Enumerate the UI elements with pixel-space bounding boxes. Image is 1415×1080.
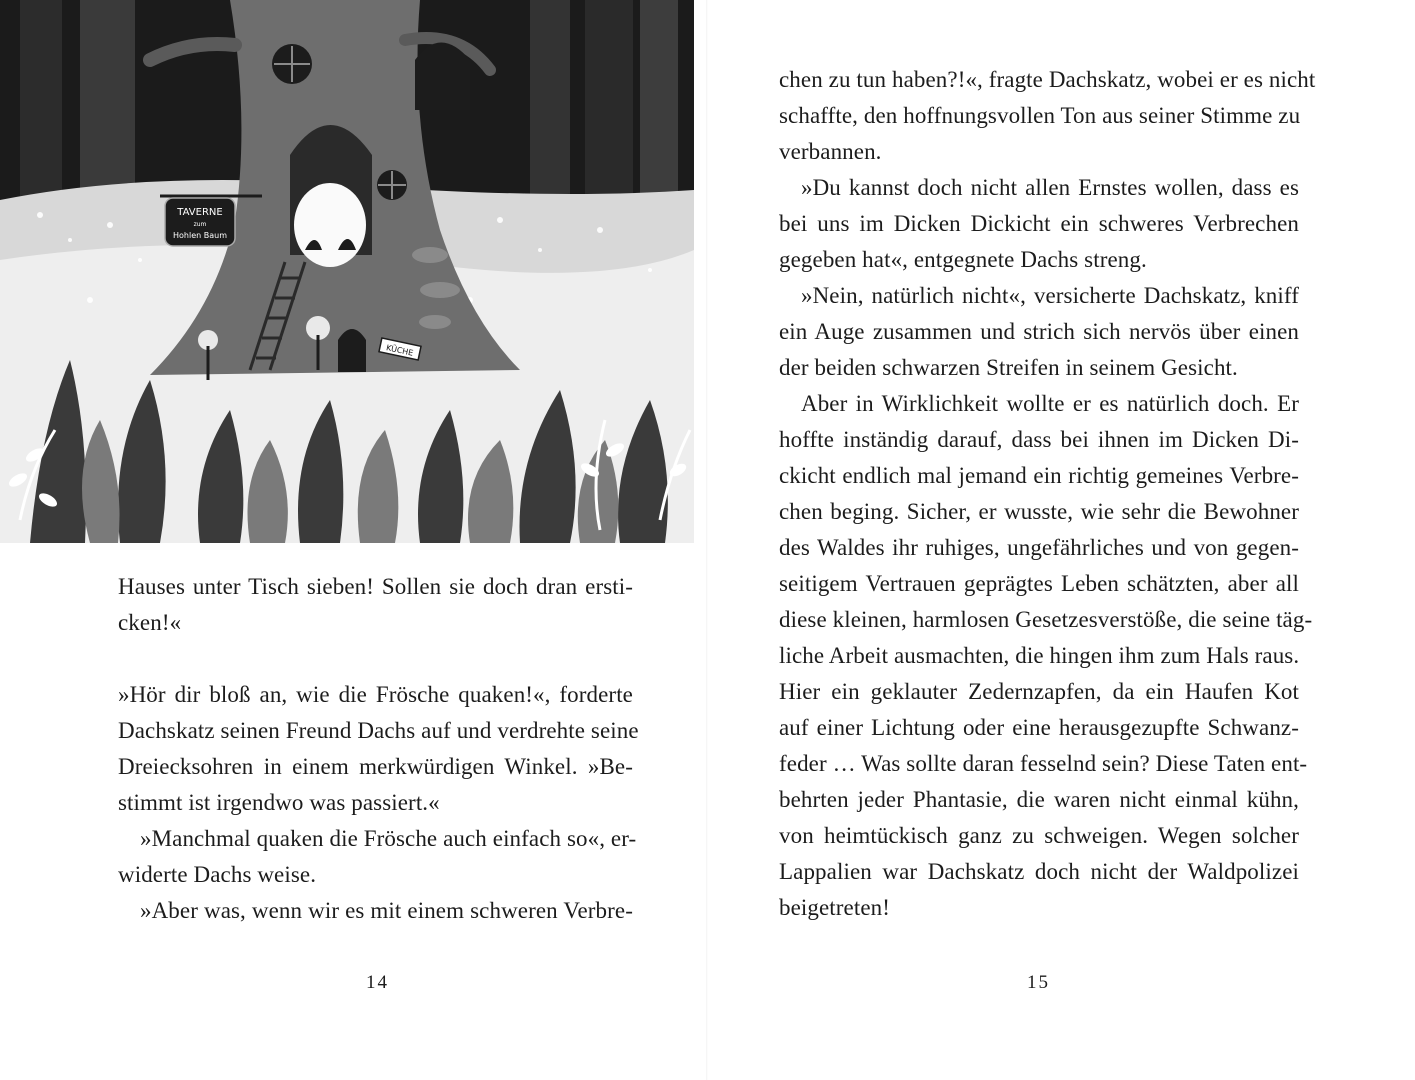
right-text-line: ckicht endlich mal jemand ein richtig gemeines Verbre-: [779, 463, 1299, 488]
right-text-line: verbannen.: [779, 139, 882, 164]
right-text-line: chen zu tun haben?!«, fragte Dachskatz, wobei er es nicht: [779, 67, 1316, 92]
right-text-line: schaffte, den hoffnungsvollen Ton aus seiner Stimme zu: [779, 103, 1301, 128]
right-text-line: Lappalien war Dachskatz doch nicht der Waldpolizei: [779, 859, 1299, 884]
forest-tavern-illustration: [0, 0, 694, 543]
left-text-line: »Aber was, wenn wir es mit einem schweren Verbre-: [140, 898, 633, 923]
right-text-line: »Nein, natürlich nicht«, versicherte Dachskatz, kniff: [801, 283, 1299, 308]
right-text-line: chen beging. Sicher, er wusste, wie sehr die Bewohner: [779, 499, 1299, 524]
right-text-line: diese kleinen, harmlosen Gesetzesverstöße, die seine täg-: [779, 607, 1313, 632]
page-gutter: [706, 0, 708, 1080]
page-number-left: 14: [366, 972, 389, 993]
right-text-line: von heimtückisch ganz zu schweigen. Wegen solcher: [779, 823, 1299, 848]
tavern-sign-line2: zum: [193, 221, 207, 228]
right-text-line: feder … Was sollte daran fesselnd sein? Diese Taten ent-: [779, 751, 1308, 776]
right-text-line: Aber in Wirklichkeit wollte er es natürlich doch. Er: [801, 391, 1299, 416]
right-text-line: gegeben hat«, entgegnete Dachs streng.: [779, 247, 1147, 272]
right-text-line: der beiden schwarzen Streifen in seinem Gesicht.: [779, 355, 1238, 380]
left-text-line: Dachskatz seinen Freund Dachs auf und verdrehte seine: [118, 718, 639, 743]
left-text-line: Hauses unter Tisch sieben! Sollen sie doch dran ersti-: [118, 574, 633, 599]
right-text-line: hoffte inständig darauf, dass bei ihnen im Dicken Di-: [779, 427, 1299, 452]
tavern-sign-line3: Hohlen Baum: [173, 231, 227, 240]
right-text-line: ein Auge zusammen und strich sich nervös über einen: [779, 319, 1299, 344]
right-text-line: »Du kannst doch nicht allen Ernstes wollen, dass es: [801, 175, 1299, 200]
right-text-line: Hier ein geklauter Zedernzapfen, da ein Haufen Kot: [779, 679, 1299, 704]
left-text-line: stimmt ist irgendwo was passiert.«: [118, 790, 440, 815]
page-number-right: 15: [1027, 972, 1050, 993]
right-text-line: des Waldes ihr ruhiges, ungefährliches und von gegen-: [779, 535, 1299, 560]
left-text-line: Dreiecksohren in einem merkwürdigen Winkel. »Be-: [118, 754, 633, 779]
kitchen-door-label: KÜCHE: [385, 343, 415, 358]
right-text-line: auf einer Lichtung oder eine herausgezupfte Schwanz-: [779, 715, 1299, 740]
right-text-line: liche Arbeit ausmachten, die hingen ihm zum Hals raus.: [779, 643, 1300, 668]
illustration-svg: [0, 0, 694, 543]
right-text-line: behrten jeder Phantasie, die waren nicht einmal kühn,: [779, 787, 1299, 812]
left-text-line: widerte Dachs weise.: [118, 862, 317, 887]
tavern-sign-line1: TAVERNE: [177, 207, 223, 218]
right-text-line: seitigem Vertrauen geprägtes Leben schätzten, aber all: [779, 571, 1299, 596]
left-text-line: »Manchmal quaken die Frösche auch einfach so«, er-: [140, 826, 637, 851]
left-text-line: cken!«: [118, 610, 182, 635]
right-text-line: beigetreten!: [779, 895, 891, 920]
right-text-line: bei uns im Dicken Dickicht ein schweres Verbrechen: [779, 211, 1299, 236]
left-text-line: »Hör dir bloß an, wie die Frösche quaken!«, forderte: [118, 682, 633, 707]
